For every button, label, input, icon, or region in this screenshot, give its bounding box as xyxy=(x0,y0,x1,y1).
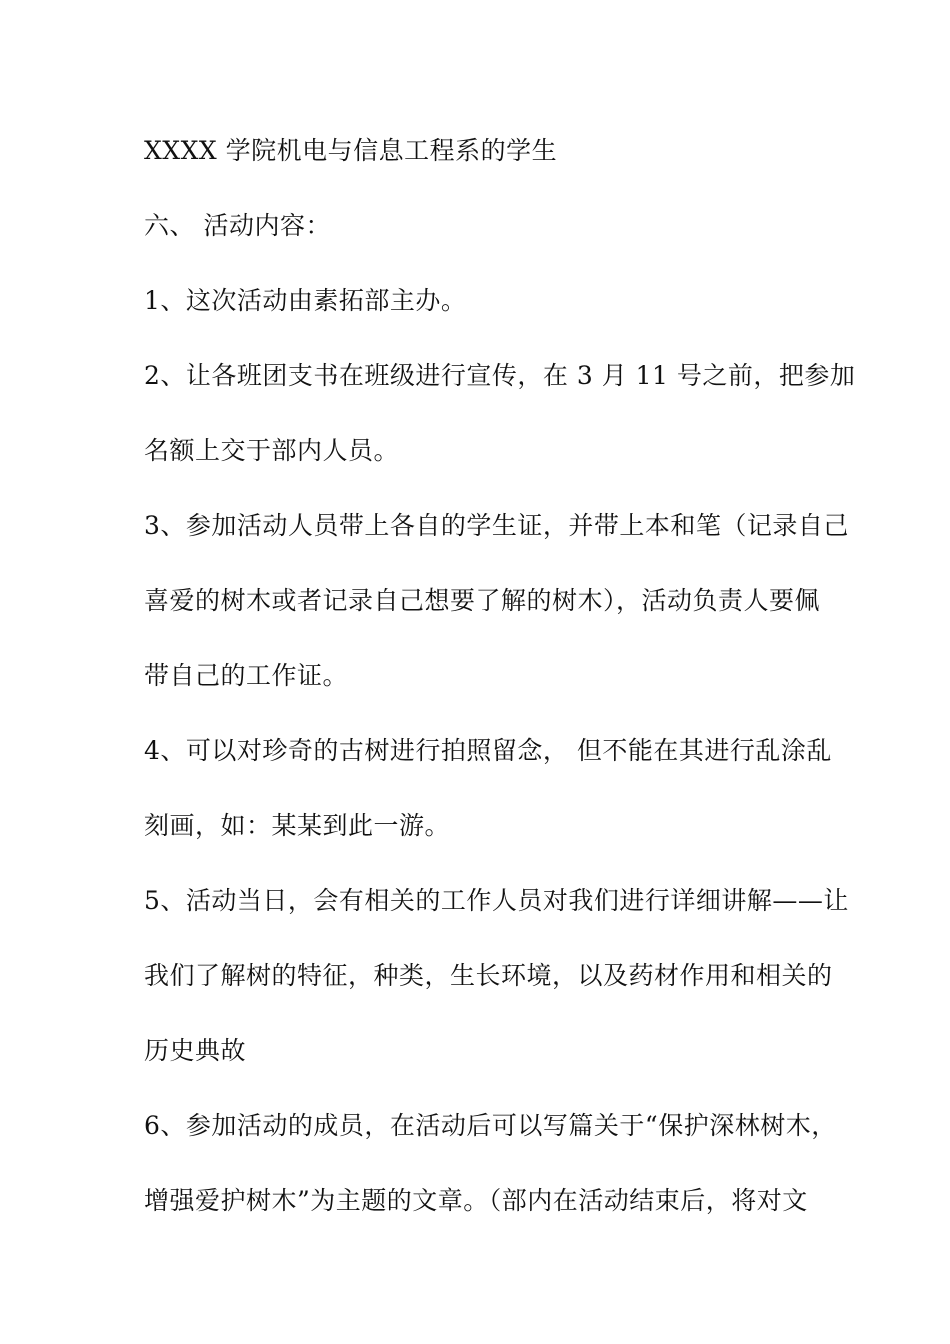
text-line-item-5: 5、活动当日，会有相关的工作人员对我们进行详细讲解——让 xyxy=(144,886,849,915)
text-line-item-5-cont-1: 我们了解树的特征，种类，生长环境，以及药材作用和相关的 xyxy=(144,961,833,990)
text-line-item-4-cont: 刻画，如：某某到此一游。 xyxy=(144,811,451,840)
section-heading-activity-content: 六、 活动内容： xyxy=(144,211,331,240)
text-line-item-3-cont-2: 带自己的工作证。 xyxy=(144,661,349,690)
text-line-item-1: 1、这次活动由素拓部主办。 xyxy=(144,286,467,315)
text-line-item-4: 4、可以对珍奇的古树进行拍照留念， 但不能在其进行乱涂乱 xyxy=(144,736,832,765)
text-line-item-2-cont: 名额上交于部内人员。 xyxy=(144,436,400,465)
text-line-item-2: 2、让各班团支书在班级进行宣传，在 3 月 11 号之前，把参加 xyxy=(144,361,856,390)
text-line-item-6: 6、参加活动的成员，在活动后可以写篇关于“保护深林树木， xyxy=(144,1111,837,1140)
text-line-item-5-cont-2: 历史典故 xyxy=(144,1036,247,1065)
text-line-item-3: 3、参加活动人员带上各自的学生证，并带上本和笔（记录自己 xyxy=(144,511,849,540)
text-line-audience: XXXX 学院机电与信息工程系的学生 xyxy=(144,136,558,165)
text-line-item-6-cont: 增强爱护树木”为主题的文章。（部内在活动结束后，将对文 xyxy=(144,1186,808,1215)
text-line-item-3-cont-1: 喜爱的树木或者记录自己想要了解的树木），活动负责人要佩 xyxy=(144,586,821,615)
